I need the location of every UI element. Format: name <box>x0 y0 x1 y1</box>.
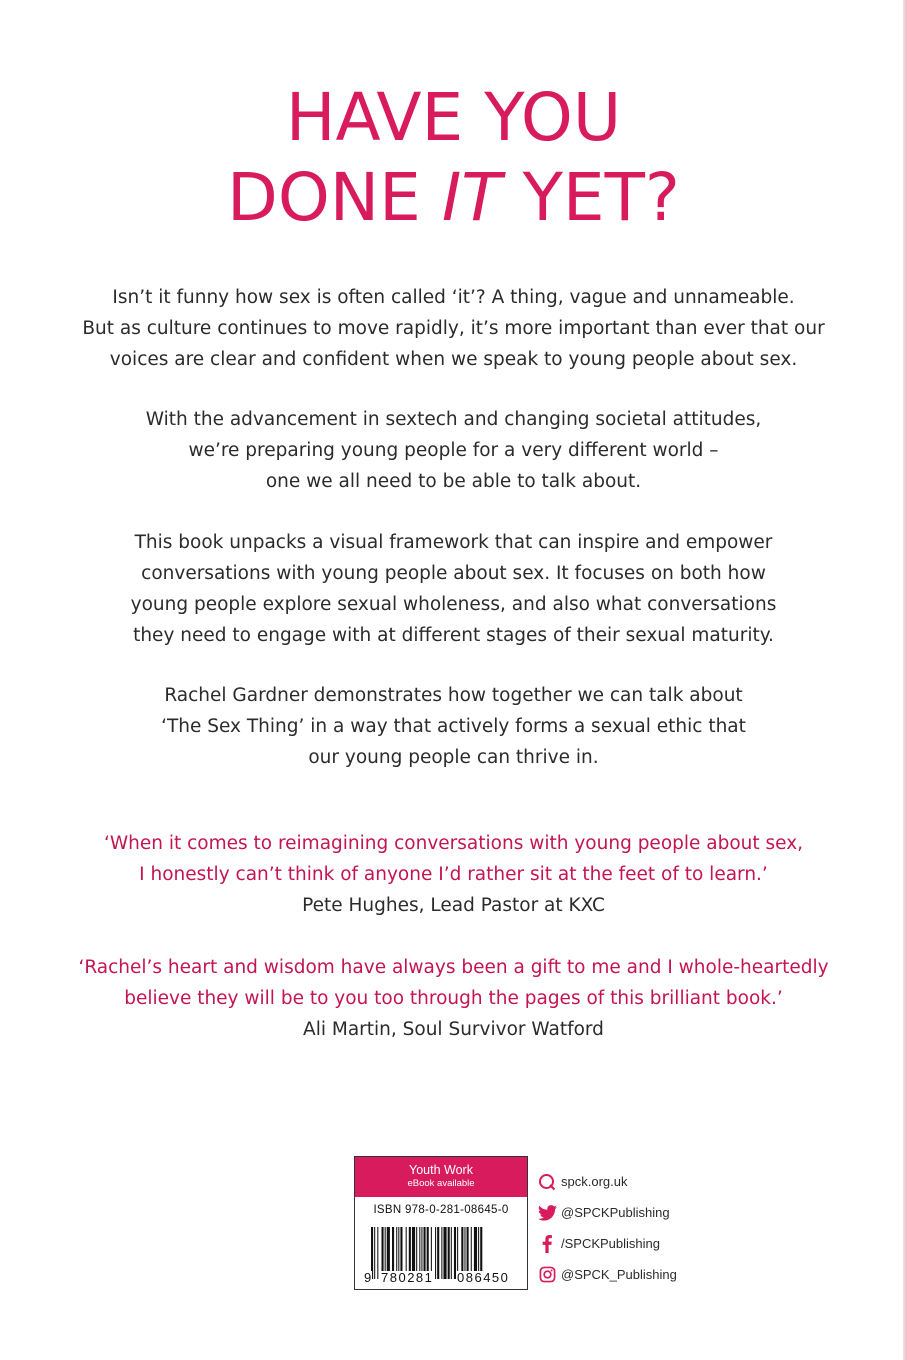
website-link[interactable] <box>537 1166 737 1197</box>
endorsement-attribution: Ali Martin, Soul Survivor Watford <box>303 1019 604 1040</box>
blurb-paragraph-1 <box>60 282 847 375</box>
blurb-line: conversations with young people about sex. It focuses on both how <box>141 563 766 584</box>
instagram-link[interactable] <box>537 1259 737 1290</box>
isbn-number: ISBN 978-0-281-08645-0 <box>373 1204 509 1216</box>
instagram-icon <box>537 1265 557 1285</box>
blurb-line: This book unpacks a visual framework that can inspire and empower <box>134 532 773 553</box>
endorsement-1 <box>40 828 867 921</box>
endorsement-quote-line: ‘When it comes to reimagining conversations with young people about sex, <box>103 833 804 854</box>
title-line-1: HAVE YOU <box>285 79 622 156</box>
book-title <box>0 78 907 238</box>
facebook-link[interactable] <box>537 1228 737 1259</box>
blurb-line: they need to engage with at different stages of their sexual maturity. <box>133 625 774 646</box>
barcode-panel <box>354 1156 528 1290</box>
category-text: Youth Work <box>409 1163 473 1177</box>
barcode-bar <box>443 1227 446 1279</box>
title-word-done: DONE <box>227 159 442 236</box>
barcode-bar <box>441 1227 442 1279</box>
endorsement-quote-line: I honestly can’t think of anyone I’d rather sit at the feet of to learn.’ <box>139 864 768 885</box>
endorsement-2 <box>40 952 867 1045</box>
blurb-line: With the advancement in sextech and changing societal attitudes, <box>145 409 762 430</box>
blurb-line: voices are clear and confident when we speak to young people about sex. <box>109 349 798 370</box>
blurb-line: But as culture continues to move rapidly, it’s more important than ever that our <box>82 318 825 339</box>
barcode-digits-left: 780281 <box>381 1270 434 1285</box>
barcode-bar <box>374 1227 375 1279</box>
blurb-line: Rachel Gardner demonstrates how together we can talk about <box>164 685 743 706</box>
endorsement-attribution: Pete Hughes, Lead Pastor at KXC <box>302 895 605 916</box>
title-word-it: IT <box>441 159 502 236</box>
blurb-line: we’re preparing young people for a very different world – <box>188 440 719 461</box>
blurb-line: ‘The Sex Thing’ in a way that actively forms a sexual ethic that <box>161 716 746 737</box>
publisher-links <box>537 1166 737 1290</box>
spck-logo-icon <box>537 1172 557 1192</box>
endorsement-quote-line: believe they will be to you too through the pages of this brilliant book.’ <box>124 988 783 1009</box>
barcode-bar <box>377 1227 378 1279</box>
facebook-handle: /SPCKPublishing <box>561 1236 660 1251</box>
title-line-2 <box>0 158 907 238</box>
barcode-digits-right: 086450 <box>457 1270 510 1285</box>
blurb-paragraph-3 <box>60 527 847 651</box>
barcode-bar <box>451 1227 452 1279</box>
blurb-line: one we all need to be able to talk about. <box>265 471 642 492</box>
blurb-line: our young people can thrive in. <box>308 747 599 768</box>
title-word-yet: YET? <box>501 159 680 236</box>
category-label <box>355 1157 527 1197</box>
endorsement-quote-line: ‘Rachel’s heart and wisdom have always been a gift to me and I whole-heartedly <box>78 957 829 978</box>
twitter-link[interactable] <box>537 1197 737 1228</box>
instagram-handle: @SPCK_Publishing <box>561 1267 677 1282</box>
blurb-paragraph-4 <box>60 680 847 773</box>
ebook-available-text: eBook available <box>407 1178 475 1189</box>
twitter-handle: @SPCKPublishing <box>561 1205 670 1220</box>
website-text: spck.org.uk <box>561 1174 628 1189</box>
facebook-icon <box>537 1234 557 1254</box>
barcode-bar <box>448 1227 450 1279</box>
blurb-paragraph-2 <box>60 404 847 497</box>
barcode-digit-first: 9 <box>364 1270 372 1285</box>
barcode-bar <box>435 1227 436 1279</box>
barcode-bar <box>437 1227 439 1279</box>
blurb-line: young people explore sexual wholeness, and also what conversations <box>130 594 777 615</box>
twitter-icon <box>537 1203 557 1223</box>
blurb-line: Isn’t it funny how sex is often called ‘it’? A thing, vague and unnameable. <box>112 287 795 308</box>
